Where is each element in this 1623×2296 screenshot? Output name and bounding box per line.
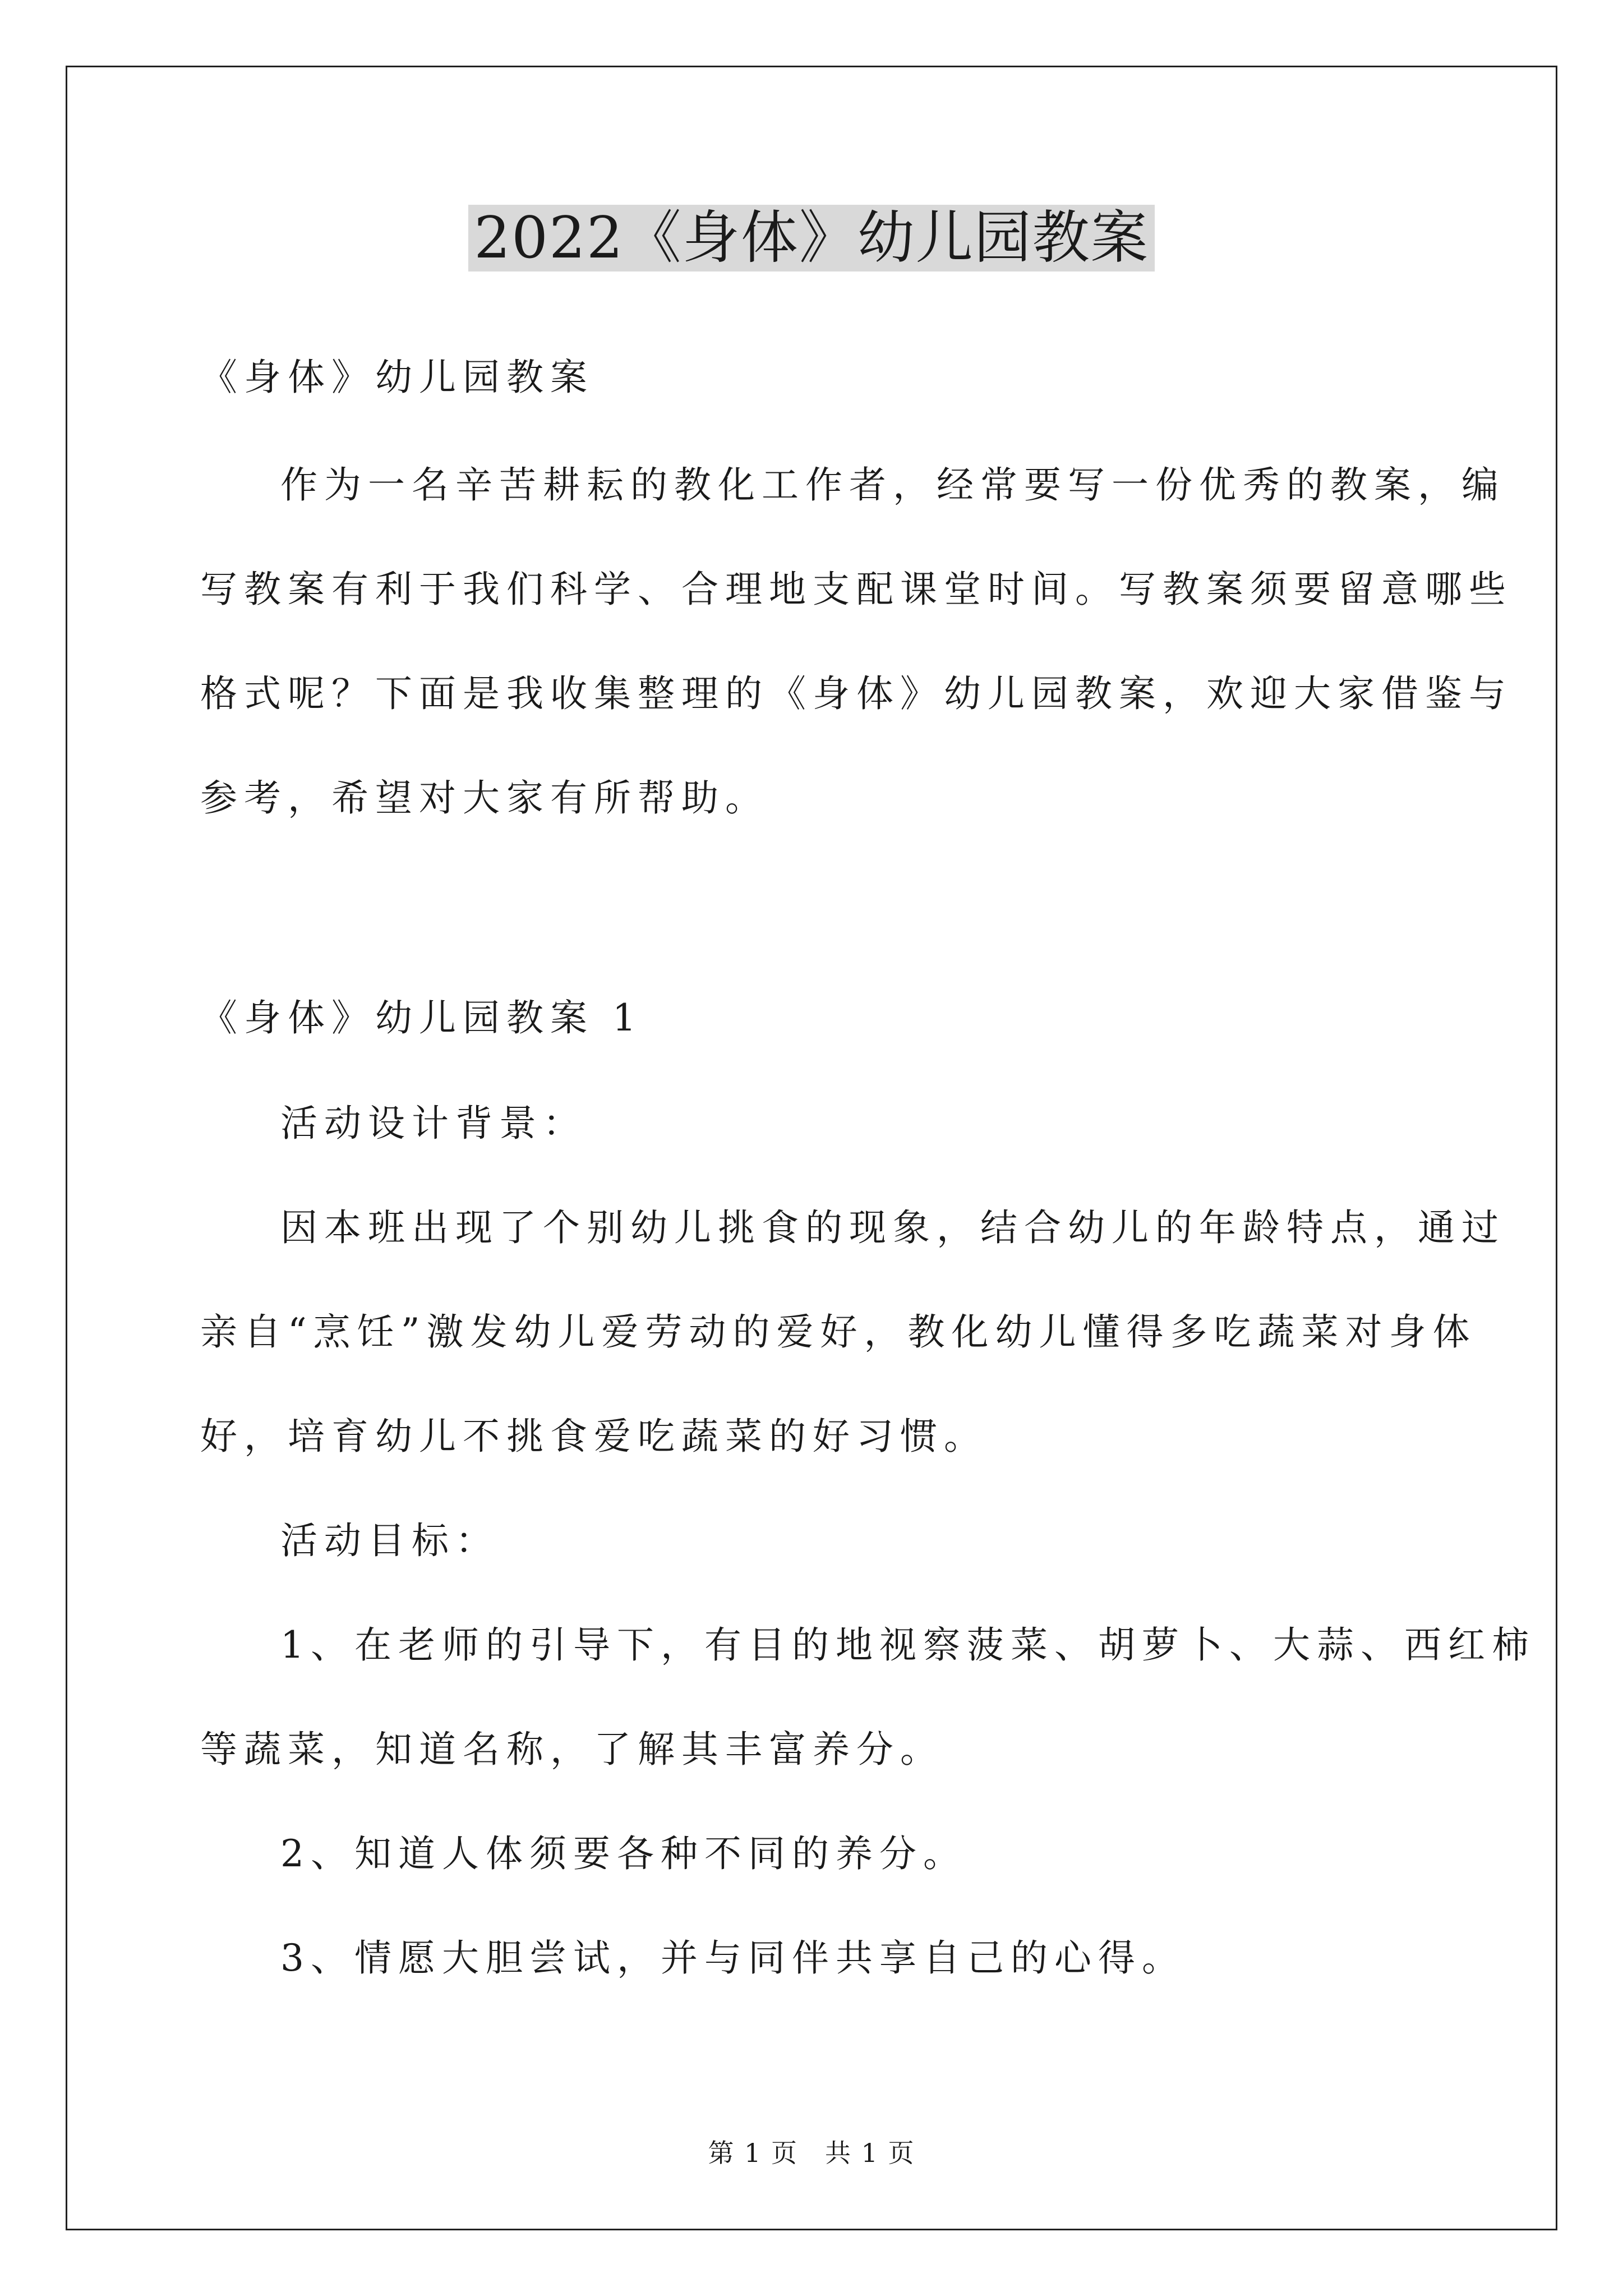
intro-line-2: 写教案有利于我们科学、合理地支配课堂时间。写教案须要留意哪些 (200, 568, 1513, 611)
goal-3: 3、情愿大胆尝试，并与同伴共享自己的心得。 (280, 1936, 1186, 1980)
page-footer (0, 2136, 1623, 2170)
goals-heading: 活动目标： (280, 1519, 499, 1562)
background-line-1: 因本班出现了个别幼儿挑食的现象，结合幼儿的年龄特点，通过 (280, 1206, 1505, 1249)
intro-line-1: 作为一名辛苦耕耘的教化工作者，经常要写一份优秀的教案，编 (280, 463, 1505, 507)
document-title (0, 199, 1623, 278)
document-title-text: 2022《身体》幼儿园教案 (468, 205, 1155, 272)
page-number: 第 1 页 (708, 2138, 798, 2168)
intro-line-4: 参考，希望对大家有所帮助。 (200, 776, 769, 820)
background-line-2: 亲自“烹饪”激发幼儿爱劳动的爱好，教化幼儿懂得多吃蔬菜对身体 (200, 1310, 1477, 1354)
page-total: 共 1 页 (825, 2138, 915, 2168)
background-heading: 活动设计背景： (280, 1102, 587, 1145)
goal-1-line-2: 等蔬菜，知道名称，了解其丰富养分。 (200, 1728, 944, 1771)
background-line-3: 好，培育幼儿不挑食爱吃蔬菜的好习惯。 (200, 1415, 988, 1458)
subtitle: 《身体》幼儿园教案 (200, 356, 594, 399)
goal-1-line-1: 1、在老师的引导下，有目的地视察菠菜、胡萝卜、大蒜、西红柿 (280, 1623, 1536, 1667)
section-heading: 《身体》幼儿园教案 1 (200, 996, 643, 1039)
goal-2: 2、知道人体须要各种不同的养分。 (280, 1832, 967, 1875)
intro-line-3: 格式呢？下面是我收集整理的《身体》幼儿园教案，欢迎大家借鉴与 (200, 672, 1513, 715)
